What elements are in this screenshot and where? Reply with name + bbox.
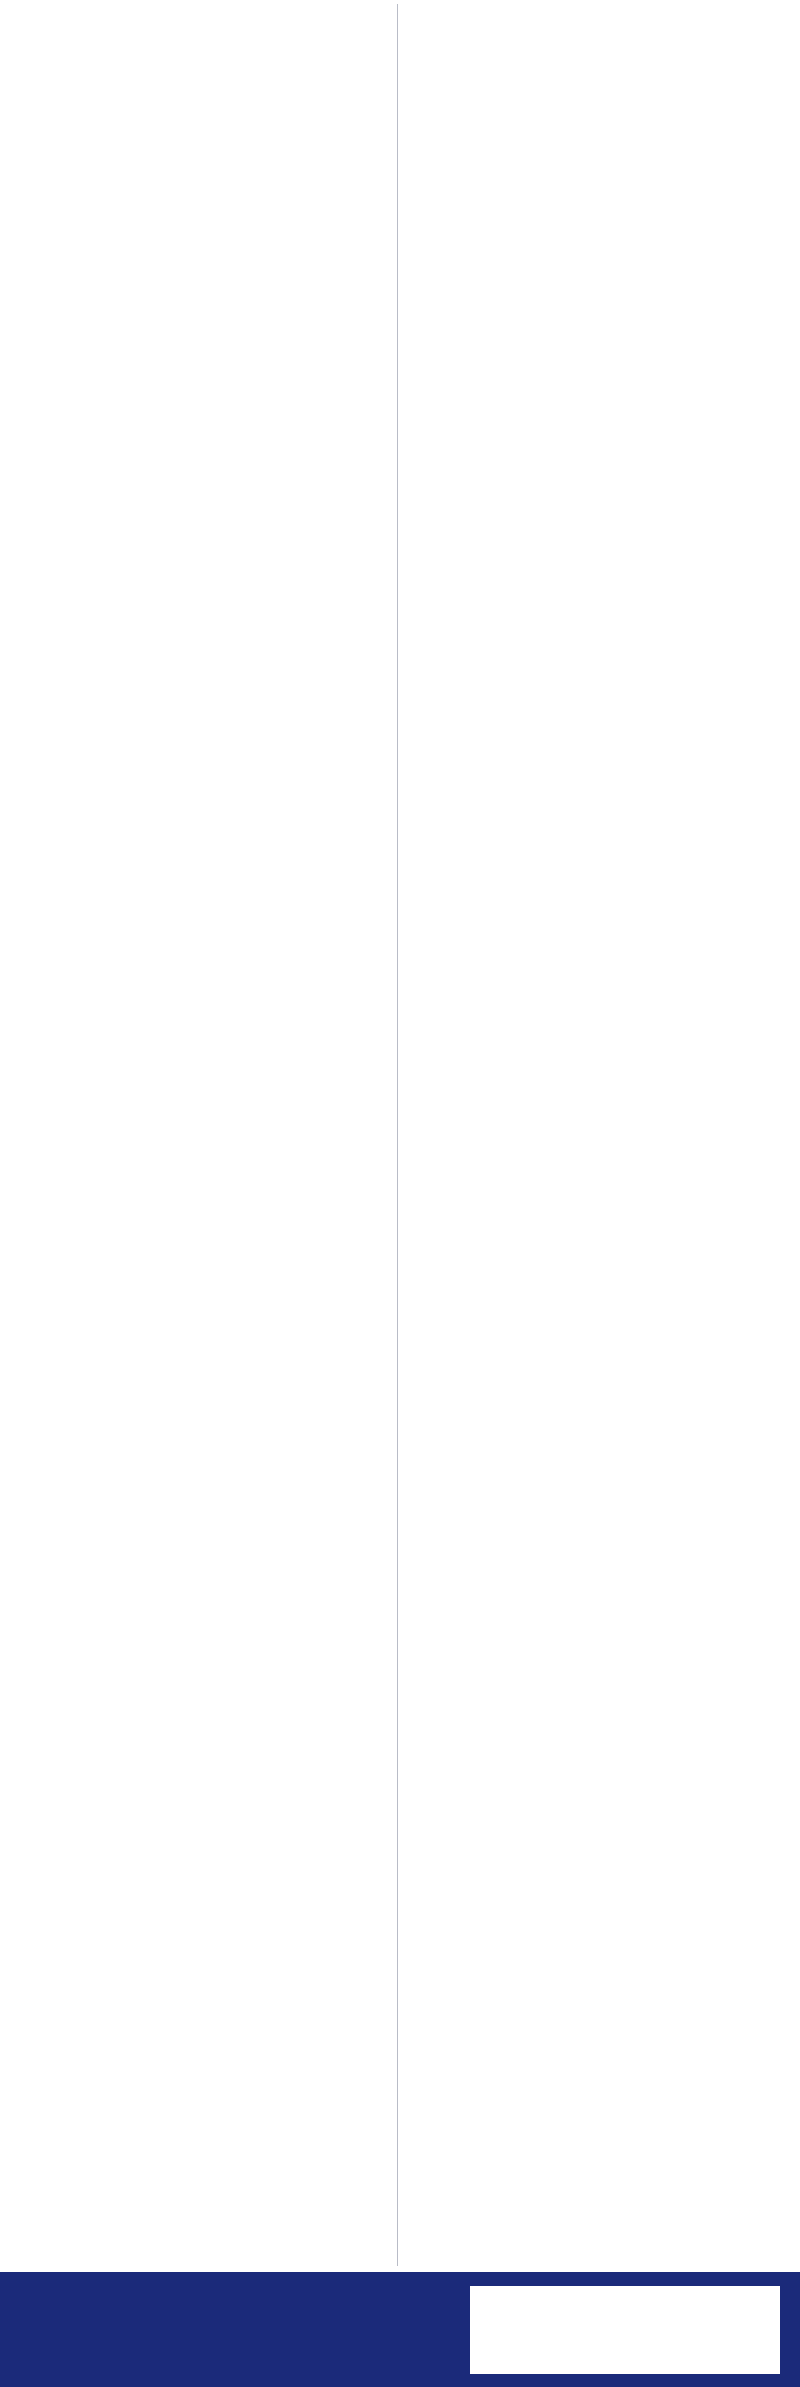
footer-address [0,2272,400,2387]
signatory-box [470,2286,780,2374]
footer [0,2272,800,2387]
column-divider [397,4,398,2266]
